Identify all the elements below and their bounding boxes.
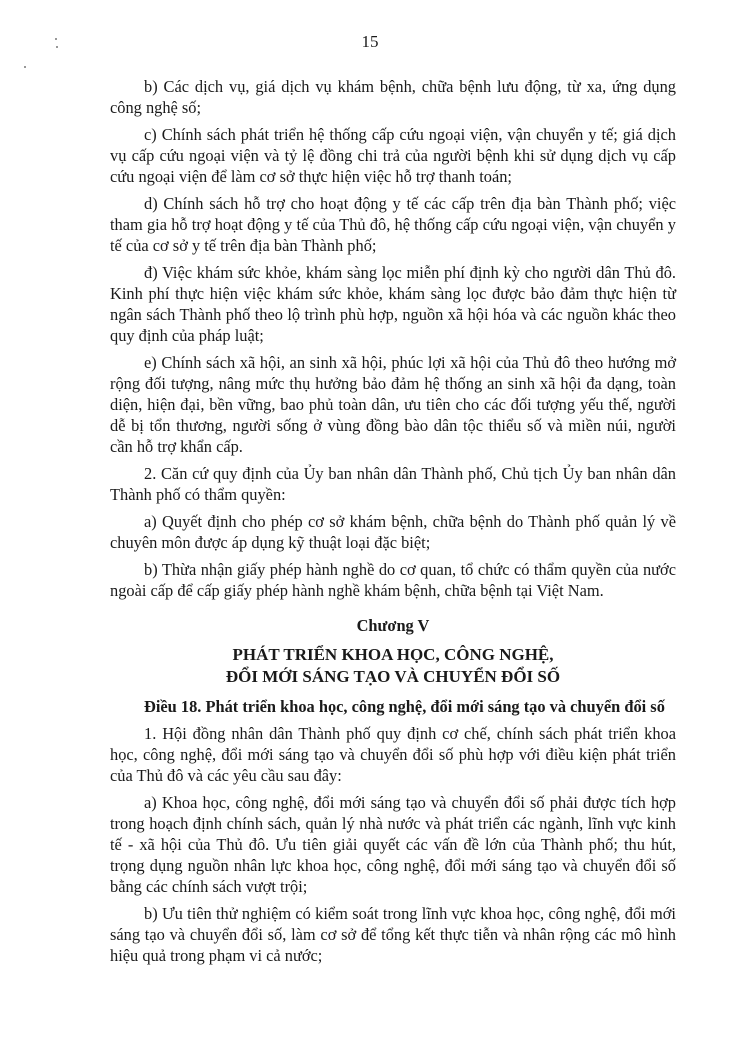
paragraph-article18-1a: a) Khoa học, công nghệ, đổi mới sáng tạo và chuyển đổi số phải được tích hợp trong hoạch định chính sách, quản lý nhà nước và phát triển các ngành, lĩnh vực kinh tế - xã hội của Thủ đô. Ưu tiên giải quyết các vấn đề lớn của Thành phố; thu hút, trọng dụng nguồn nhân lực khoa học, công nghệ, đổi mới sáng tạo và chuyển đổi số bằng các chính sách vượt trội; xyxy=(110,793,676,896)
chapter-title-line-1: PHÁT TRIỂN KHOA HỌC, CÔNG NGHỆ, xyxy=(232,645,554,664)
paragraph-b-mobile-services: b) Các dịch vụ, giá dịch vụ khám bệnh, chữa bệnh lưu động, từ xa, ứng dụng công nghệ số; xyxy=(110,77,676,117)
document-body xyxy=(110,76,676,972)
paragraph-c-emergency-transport: c) Chính sách phát triển hệ thống cấp cứu ngoại viện, vận chuyển y tế; giá dịch vụ cấp cứu ngoại viện và tỷ lệ đồng chi trả của người bệnh khi sử dụng dịch vụ cấp cứu ngoại viện để làm cơ sở thực hiện việc hỗ trợ thanh toán; xyxy=(110,125,676,186)
paragraph-e-social-policy: e) Chính sách xã hội, an sinh xã hội, phúc lợi xã hội của Thủ đô theo hướng mở rộng đối tượng, nâng mức thụ hưởng bảo đảm hệ thống an sinh xã hội đa dạng, toàn diện, hiện đại, bền vững, bao phủ toàn dân, ưu tiên cho các đối tượng yếu thế, người dễ bị tổn thương, người sống ở vùng đồng bào dân tộc thiểu số và miền núi, người cần hỗ trợ khẩn cấp. xyxy=(110,353,676,456)
chapter-label: Chương V xyxy=(356,616,430,635)
scan-speck xyxy=(55,38,57,40)
chapter-title-line-2: ĐỔI MỚI SÁNG TẠO VÀ CHUYỂN ĐỔI SỐ xyxy=(225,667,561,686)
paragraph-dd-health-checkup: đ) Việc khám sức khỏe, khám sàng lọc miễn phí định kỳ cho người dân Thủ đô. Kinh phí thực hiện việc khám sức khỏe, khám sàng lọc được bảo đảm thực hiện từ ngân sách Thành phố theo lộ trình phù hợp, nguồn xã hội hóa và các nguồn khác theo quy định của pháp luật; xyxy=(110,263,676,345)
paragraph-article18-1b: b) Ưu tiên thử nghiệm có kiểm soát trong lĩnh vực khoa học, công nghệ, đổi mới sáng tạo và chuyển đổi số, làm cơ sở để tổng kết thực tiễn và nhân rộng các mô hình hiệu quả trong phạm vi cả nước; xyxy=(110,904,676,965)
chapter-title xyxy=(110,644,676,688)
article-18-heading: Điều 18. Phát triển khoa học, công nghệ, đổi mới sáng tạo và chuyển đổi số xyxy=(144,697,665,716)
paragraph-2a-special-techniques: a) Quyết định cho phép cơ sở khám bệnh, chữa bệnh do Thành phố quản lý về chuyên môn được áp dụng kỹ thuật loại đặc biệt; xyxy=(110,512,676,552)
scan-speck xyxy=(24,66,26,68)
scan-speck xyxy=(56,46,58,48)
paragraph-d-health-support: d) Chính sách hỗ trợ cho hoạt động y tế các cấp trên địa bàn Thành phố; việc tham gia hỗ trợ hoạt động y tế của Thủ đô, hệ thống cấp cứu ngoại viện, vận chuyển y tế của cơ sở y tế trên địa bàn Thành phố; xyxy=(110,194,676,255)
page-number: 15 xyxy=(361,32,379,51)
paragraph-2-chairman-authority: 2. Căn cứ quy định của Ủy ban nhân dân Thành phố, Chủ tịch Ủy ban nhân dân Thành phố có thẩm quyền: xyxy=(110,464,676,504)
paragraph-2b-foreign-license: b) Thừa nhận giấy phép hành nghề do cơ quan, tổ chức có thẩm quyền của nước ngoài cấp để cấp giấy phép hành nghề khám bệnh, chữa bệnh tại Việt Nam. xyxy=(110,560,676,600)
paragraph-article18-1: 1. Hội đồng nhân dân Thành phố quy định cơ chế, chính sách phát triển khoa học, công nghệ, đổi mới sáng tạo và chuyển đổi số phù hợp với điều kiện phát triển của Thủ đô và các yêu cầu sau đây: xyxy=(110,724,676,785)
